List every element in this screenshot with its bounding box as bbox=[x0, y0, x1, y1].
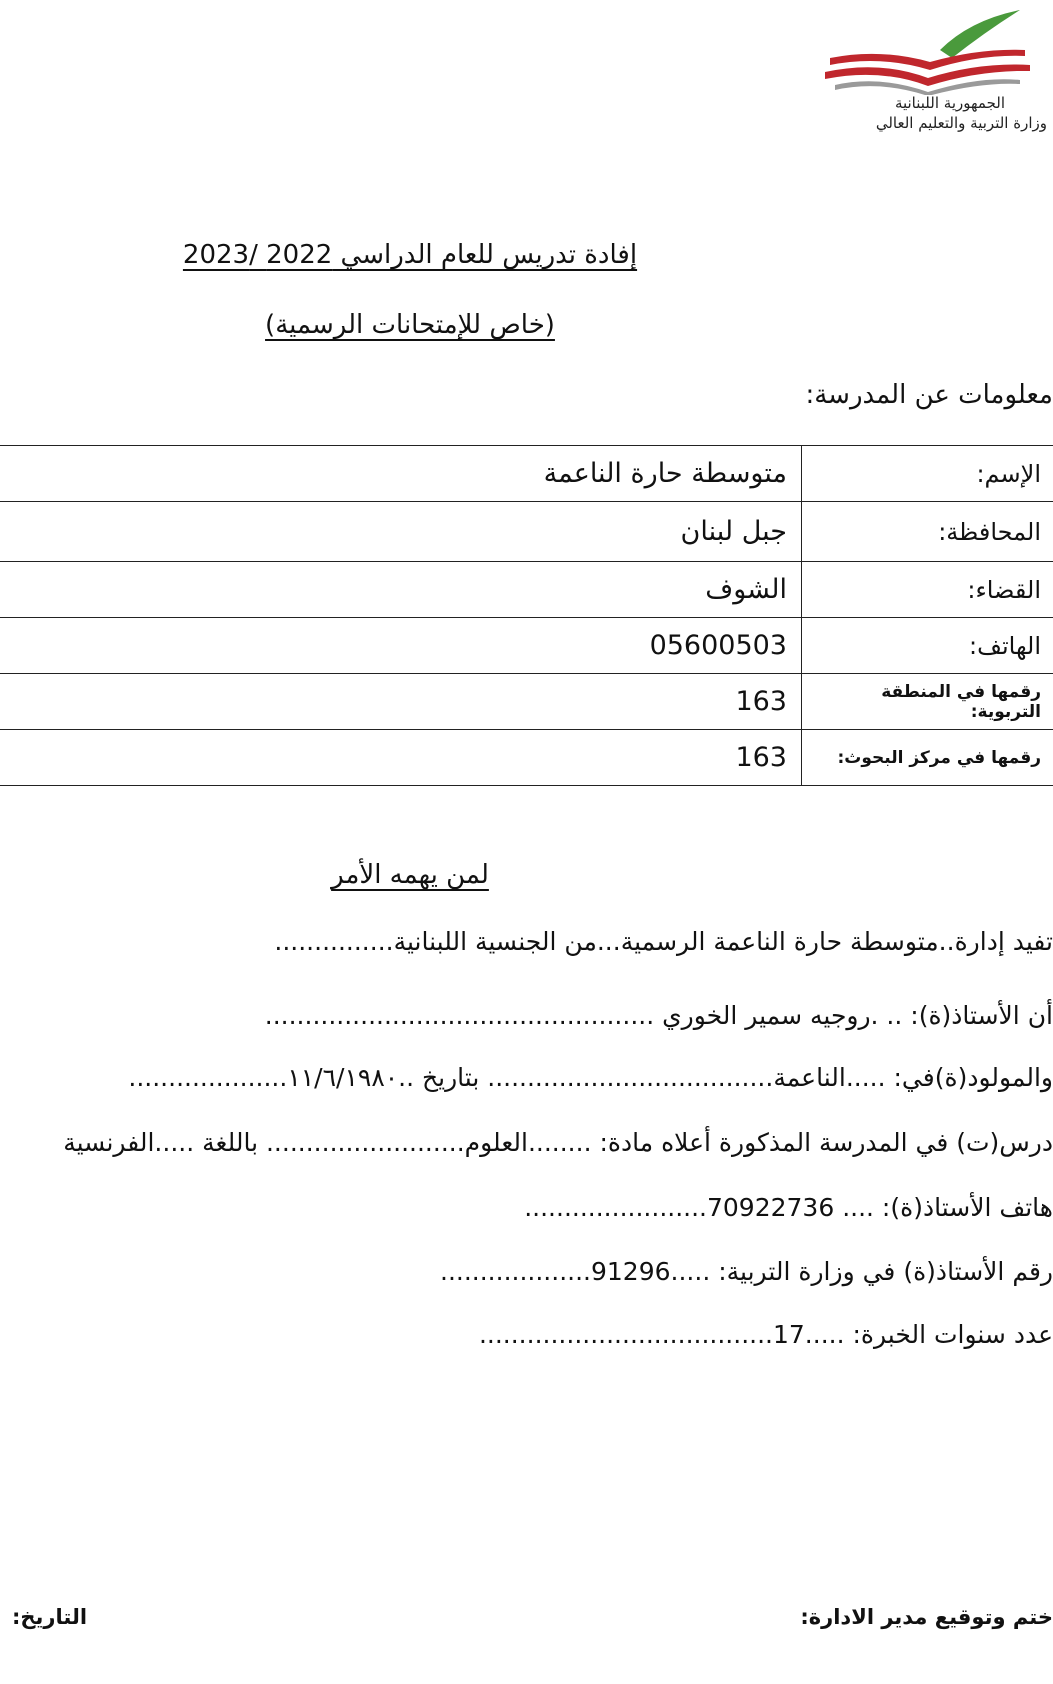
phone-value: 05600503 bbox=[0, 618, 802, 674]
document-subtitle: (خاص للإمتحانات الرسمية) bbox=[265, 310, 555, 340]
certificate-line-administration: تفيد إدارة..متوسطة حارة الناعمة الرسمية...من الجنسية اللبنانية............... bbox=[274, 927, 1053, 956]
research-center-number-label: رقمها في مركز البحوث: bbox=[802, 730, 1053, 786]
certificate-line-subject: درس(ت) في المدرسة المذكورة أعلاه مادة: ........العلوم......................... باللغة .....الفرنسية bbox=[63, 1128, 1053, 1157]
phone-label: الهاتف: bbox=[802, 618, 1053, 674]
table-row bbox=[0, 674, 1053, 730]
certificate-line-ministry-number: رقم الأستاذ(ة) في وزارة التربية: .....91296................... bbox=[440, 1257, 1053, 1286]
ministry-name: وزارة التربية والتعليم العالي bbox=[875, 114, 1047, 132]
school-name-value: متوسطة حارة الناعمة bbox=[0, 446, 802, 502]
school-name-label: الإسم: bbox=[802, 446, 1053, 502]
certificate-line-teacher-name: أن الأستاذ(ة): .. .روجيه سمير الخوري ................................................. bbox=[264, 1001, 1053, 1030]
education-zone-number-label: رقمها في المنطقة التربوية: bbox=[802, 674, 1053, 730]
table-row bbox=[0, 730, 1053, 786]
school-info-heading: معلومات عن المدرسة: bbox=[805, 380, 1053, 410]
table-row bbox=[0, 618, 1053, 674]
table-row bbox=[0, 562, 1053, 618]
concern-heading: لمن يهمه الأمر bbox=[331, 860, 489, 890]
table-row bbox=[0, 502, 1053, 562]
certificate-line-experience: عدد سنوات الخبرة: .....17..................................... bbox=[478, 1320, 1053, 1349]
republic-name: الجمهورية اللبنانية bbox=[894, 94, 1005, 112]
document-title: إفادة تدريس للعام الدراسي 2022 /2023 bbox=[182, 240, 638, 270]
ministry-name-block bbox=[813, 93, 1053, 133]
education-zone-number-value: 163 bbox=[0, 674, 802, 730]
district-label: القضاء: bbox=[802, 562, 1053, 618]
ministry-logo-icon bbox=[820, 10, 1035, 95]
signature-label: ختم وتوقيع مدير الادارة: bbox=[800, 1605, 1053, 1629]
school-info-table bbox=[0, 445, 1053, 786]
governorate-value: جبل لبنان bbox=[0, 502, 802, 562]
table-row bbox=[0, 446, 1053, 502]
district-value: الشوف bbox=[0, 562, 802, 618]
certificate-line-birth: والمولود(ة)في: .....الناعمة.................................... بتاريخ ..١١/٦/١٩٨٠.................... bbox=[128, 1063, 1053, 1092]
date-label: التاريخ: bbox=[12, 1605, 88, 1629]
certificate-line-teacher-phone: هاتف الأستاذ(ة): .... 70922736....................... bbox=[524, 1193, 1053, 1222]
governorate-label: المحافظة: bbox=[802, 502, 1053, 562]
research-center-number-value: 163 bbox=[0, 730, 802, 786]
